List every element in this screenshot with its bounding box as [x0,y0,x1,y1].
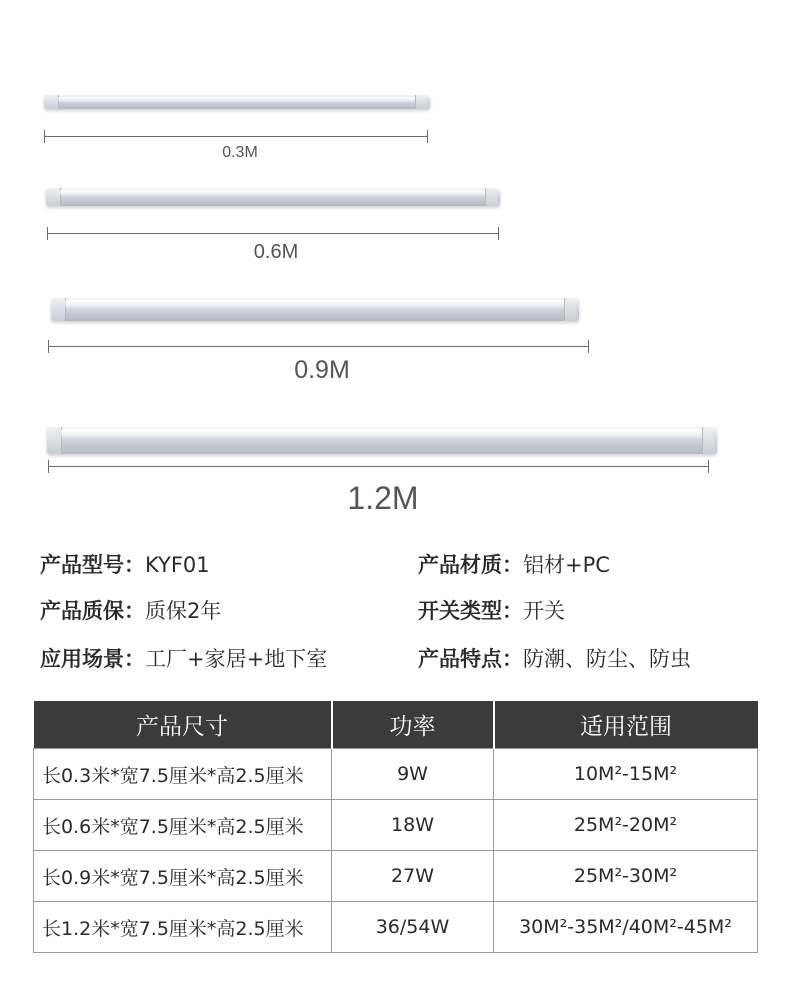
spec-scene-key: 应用场景： [40,647,145,671]
spec-scene-value: 工厂+家居+地下室 [145,647,328,671]
power-cell: 9W [332,749,494,800]
table-header-row [34,701,758,749]
spec-warranty [40,595,221,625]
coverage-cell: 25M²-20M² [494,800,758,851]
header-coverage: 适用范围 [494,701,758,749]
dimension-line-0-3m [44,136,428,137]
size-cell: 长0.3米*宽7.5厘米*高2.5厘米 [34,749,332,800]
spec-material-value: 铝材+PC [523,553,610,577]
spec-table [33,701,758,953]
dimension-label-1-2m: 1.2M [347,480,419,516]
spec-model [40,549,210,579]
spec-scene [40,643,327,673]
dimension-line-0-9m [48,346,589,347]
header-size: 产品尺寸 [34,701,332,749]
dimension-line-1-2m [48,466,709,467]
table-row [34,749,758,800]
spec-material-key: 产品材质： [418,553,523,577]
size-cell: 长1.2米*宽7.5厘米*高2.5厘米 [34,902,332,953]
power-cell: 18W [332,800,494,851]
dimension-label-0-6m: 0.6M [253,241,299,263]
header-power: 功率 [332,701,494,749]
spec-model-value: KYF01 [145,553,210,577]
led-tube-0-6m [46,188,500,206]
spec-switch-value: 开关 [523,599,565,623]
dimension-line-0-6m [47,233,499,234]
led-tube-0-3m [44,95,430,109]
spec-feature-value: 防潮、防尘、防虫 [523,647,691,671]
spec-switch-key: 开关类型： [418,599,523,623]
power-cell: 36/54W [332,902,494,953]
size-cell: 长0.9米*宽7.5厘米*高2.5厘米 [34,851,332,902]
size-cell: 长0.6米*宽7.5厘米*高2.5厘米 [34,800,332,851]
spec-switch [418,595,565,625]
spec-model-key: 产品型号： [40,553,145,577]
dimension-label-0-3m: 0.3M [222,144,258,161]
spec-material [418,549,610,579]
led-tube-0-9m [51,298,579,321]
table-row [34,902,758,953]
spec-warranty-value: 质保2年 [145,599,222,623]
power-cell: 27W [332,851,494,902]
coverage-cell: 25M²-30M² [494,851,758,902]
table-row [34,800,758,851]
coverage-cell: 10M²-15M² [494,749,758,800]
dimension-label-0-9m: 0.9M [294,356,350,384]
table-row [34,851,758,902]
spec-warranty-key: 产品质保： [40,599,145,623]
led-tube-1-2m [47,427,717,454]
spec-feature-key: 产品特点： [418,647,523,671]
coverage-cell: 30M²-35M²/40M²-45M² [494,902,758,953]
spec-feature [418,643,691,673]
